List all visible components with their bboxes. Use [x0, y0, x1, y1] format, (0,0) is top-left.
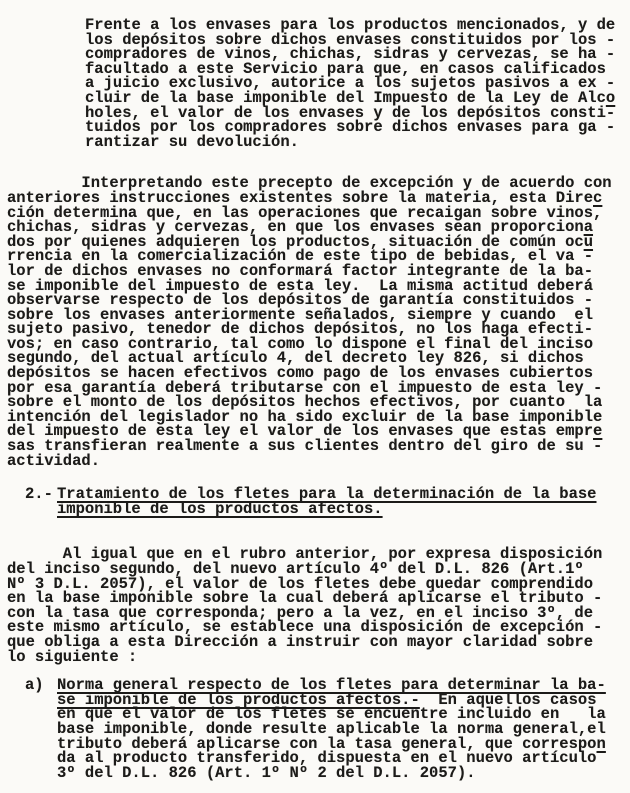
text-line: lor de dichos envases no conformará factor integrante de la ba-	[7, 261, 593, 280]
text-line: segundo, del actual artículo 4, del decreto ley 826, si dichos	[7, 349, 584, 368]
text-line: que obliga a esta Dirección a instruir con mayor claridad sobre	[7, 632, 593, 651]
text-line: tuidos por los compradores sobre dichos envases para ga -	[85, 118, 616, 137]
text-line: sujeto pasivo, tenedor de dichos depósitos, no los haga efecti-	[7, 320, 593, 339]
text-line: los depósitos sobre dichos envases constituidos por los -	[85, 30, 616, 49]
text-line: chichas, sidras y cervezas, en que los envases sean proporciona	[7, 218, 594, 237]
section-2-heading-label: 2.-	[25, 485, 53, 504]
text-line: por esa garantía deberá tributarse con el impuesto de esta ley -	[7, 378, 603, 397]
text-line: se imponible del impuesto de esta ley. La misma actitud deberá	[7, 276, 593, 295]
text-line: 3º del D.L. 826 (Art. 1º Nº 2 del D.L. 2057).	[57, 763, 476, 782]
text-line: tributo deberá aplicarse con la tasa general, que correspon	[57, 734, 606, 753]
text-line: en la base imponible sobre la cual deberá aplicarse el tributo -	[7, 589, 603, 608]
text-line: sobre el monto de los depósitos hechos efectivos, por cuanto la	[7, 393, 603, 412]
text-line: da al producto transferido, dispuesta en el nuevo artículo	[57, 749, 597, 768]
text-line: facultado a este Servicio para que, en casos calificados	[85, 59, 606, 78]
paragraph-al-igual-lines	[7, 547, 630, 664]
text-line: se imponible de los productos afectos.- En aquellos casos	[57, 690, 597, 709]
text-line: sobre los envases anteriormente señalados, siempre y cuando el	[7, 305, 593, 324]
text-line: sas transfieran realmente a sus clientes dentro del giro de su -	[7, 437, 603, 456]
text-line: base imponible, donde resulte aplicable la norma general,el	[57, 719, 606, 738]
text-line: este mismo artículo, se establece una disposición de excepción -	[7, 618, 603, 637]
text-line: a juicio exclusivo, autorice a los sujetos pasivos a ex -	[85, 74, 616, 93]
section-2-heading-lines	[57, 487, 630, 516]
paragraph-interpretando	[7, 176, 630, 468]
text-line: cluir de la base imponible del Impuesto de la Ley de Alco	[85, 88, 616, 107]
item-a-norma-general-label: a)	[25, 676, 44, 695]
text-line: compradores de vinos, chichas, sidras y cervezas, se ha -	[85, 45, 616, 64]
paragraph-envases	[85, 18, 630, 149]
text-line: Nº 3 D.L. 2057), el valor de los fletes debe quedar comprendido	[7, 574, 593, 593]
text-line: anteriores instrucciones existentes sobre la materia, esta Direc	[7, 188, 603, 207]
text-line: del impuesto de esta ley el valor de los envases que estas empre	[7, 422, 603, 441]
text-line: con la tasa que corresponda; pero a la vez, en el inciso 3º, de	[7, 603, 593, 622]
text-line: Al igual que en el rubro anterior, por expresa disposición	[7, 545, 603, 564]
text-line: depósitos se hacen efectivos como pago de los envases cubiertos	[7, 364, 593, 383]
paragraph-interpretando-lines	[7, 176, 630, 468]
text-line: en que el valor de los fletes se encuentre incluido en la	[57, 705, 606, 724]
text-line: ción determina que, en las operaciones que recaigan sobre vinos,	[7, 203, 603, 222]
text-line: intención del legislador no ha sido excluir de la base imponible	[7, 407, 603, 426]
paragraph-al-igual	[7, 547, 630, 664]
text-line: holes, el valor de los envases y de los depósitos consti-	[85, 103, 616, 122]
item-a-norma-general-lines	[57, 678, 630, 780]
item-a-norma-general	[7, 678, 630, 780]
section-2-heading	[7, 487, 630, 516]
text-line: lo siguiente :	[7, 647, 138, 666]
paragraph-envases-lines	[85, 18, 630, 149]
text-line: rrencia en la comercialización de este tipo de bebidas, el va -	[7, 247, 593, 266]
text-line: Interpretando este precepto de excepción y de acuerdo con	[7, 174, 612, 193]
text-line: vos; en caso contrario, tal como lo dispone el final del inciso	[7, 334, 593, 353]
document-body	[7, 18, 630, 780]
text-line: Frente a los envases para los productos mencionados, y de	[85, 16, 616, 34]
text-line: dos por quienes adquieren los productos, situación de común ocu	[7, 232, 594, 251]
text-line: Tratamiento de los fletes para la determinación de la base	[57, 485, 597, 504]
text-line: observarse respecto de los depósitos de garantía constituidos -	[7, 291, 593, 310]
text-line: del inciso segundo, del nuevo artículo 4º del D.L. 826 (Art.1º	[7, 560, 584, 578]
text-line: actividad.	[7, 451, 101, 470]
text-line: Norma general respecto de los fletes para determinar la ba-	[57, 676, 606, 695]
text-line: rantizar su devolución.	[85, 132, 299, 151]
text-line: imponible de los productos afectos.	[57, 499, 383, 518]
